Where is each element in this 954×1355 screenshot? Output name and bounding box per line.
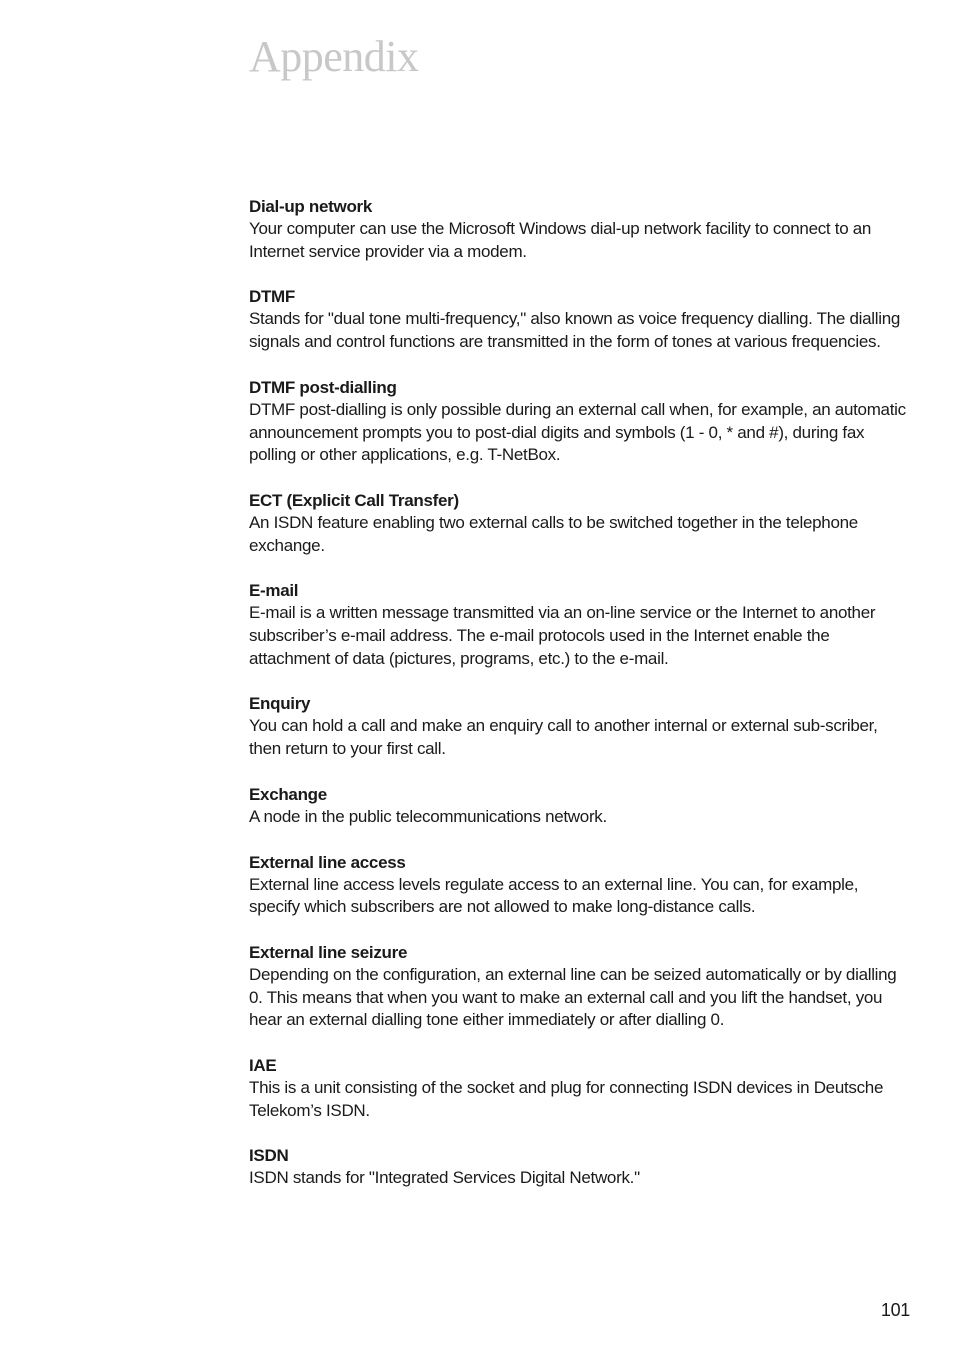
glossary-definition: External line access levels regulate access to an external line. You can, for example, specify which subscribers are not allowed to make long-distance calls. — [249, 874, 859, 917]
glossary-definition: Depending on the configuration, an external line can be seized automatically or by dialling 0. This means that when you want to make an external call and you lift the handset, you hear an external dialling tone either immediately or after dialling 0. — [249, 964, 897, 1030]
glossary-definition: A node in the public telecommunications network. — [249, 806, 607, 826]
glossary-term: External line seizure — [249, 942, 408, 962]
glossary-definition: An ISDN feature enabling two external calls to be switched together in the telephone exchange. — [249, 512, 858, 555]
glossary-entry-isdn — [249, 1144, 909, 1190]
glossary-term: DTMF — [249, 287, 296, 307]
glossary-entry-external-line-access — [249, 851, 909, 919]
glossary-entry-exchange — [249, 783, 909, 829]
glossary-term: ECT (Explicit Call Transfer) — [249, 490, 459, 510]
glossary-definition: You can hold a call and make an enquiry call to another internal or external sub-scriber, then return to your first call. — [249, 716, 878, 759]
glossary-definition: ISDN stands for "Integrated Services Digital Network." — [249, 1168, 640, 1188]
glossary-term: External line access — [249, 852, 406, 872]
glossary-definition: Stands for "dual tone multi-frequency," also known as voice frequency dialling. The dialling signals and control functions are transmitted in the form of tones at various frequencies. — [249, 309, 900, 352]
glossary-definition: This is a unit consisting of the socket and plug for connecting ISDN devices in Deutsche Telekom’s ISDN. — [249, 1078, 884, 1120]
glossary-entry-e-mail — [249, 579, 909, 670]
glossary-term: ISDN — [249, 1146, 289, 1166]
glossary-entry-enquiry — [249, 692, 909, 760]
section-title: Appendix — [249, 32, 419, 81]
glossary-term: DTMF post-dialling — [249, 377, 397, 397]
glossary-term: IAE — [249, 1056, 277, 1076]
glossary-definition: DTMF post-dialling is only possible during an external call when, for example, an automatic announcement prompts you to post-dial digits and symbols (1 - 0, * and #), during fax polling or other applications, e.g. T-NetBox. — [249, 399, 906, 465]
page-number: 101 — [880, 1300, 910, 1320]
glossary-entry-ect — [249, 489, 909, 557]
glossary-definition: E-mail is a written message transmitted via an on-line service or the Internet to another subscriber’s e-mail address. The e-mail protocols used in the Internet enable the attachment of data (pictures, programs, etc.) to the e-mail. — [249, 603, 876, 668]
glossary-term: E-mail — [249, 581, 299, 601]
glossary-entry-dtmf-post-dialling — [249, 376, 909, 467]
glossary-definition: Your computer can use the Microsoft Windows dial-up network facility to connect to an Internet service provider via a modem. — [249, 219, 872, 261]
glossary-term: Exchange — [249, 784, 327, 804]
glossary-entry-dtmf — [249, 285, 909, 353]
glossary-entry-external-line-seizure — [249, 941, 909, 1032]
glossary-entry-dial-up-network — [249, 195, 909, 263]
glossary-term: Dial-up network — [249, 197, 373, 216]
glossary-entry-iae — [249, 1054, 909, 1122]
glossary-list — [249, 195, 909, 1212]
glossary-term: Enquiry — [249, 694, 311, 714]
